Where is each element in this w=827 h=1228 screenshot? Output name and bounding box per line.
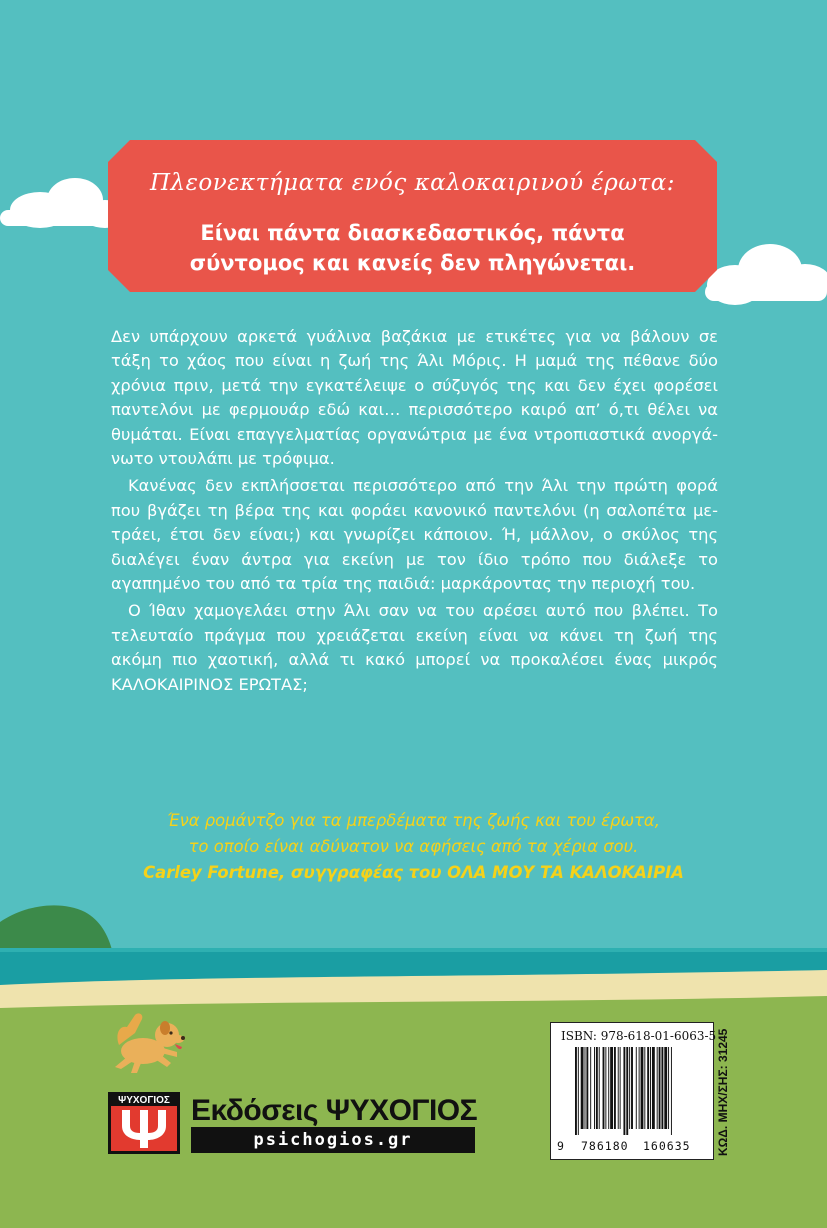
barcode-bar xyxy=(626,1047,628,1135)
barcode-bar xyxy=(585,1047,586,1129)
banner-subheading xyxy=(108,218,717,278)
barcode-label xyxy=(550,1022,717,1160)
publisher-block xyxy=(108,1092,478,1154)
barcode-bar xyxy=(636,1047,637,1129)
barcode-bar xyxy=(581,1047,584,1129)
barcode-bar xyxy=(620,1047,621,1129)
banner-heading: Πλεονεκτήματα ενός καλοκαιρινού έρωτα: xyxy=(149,170,676,196)
publisher-logo-icon xyxy=(108,1092,180,1154)
barcode-bar xyxy=(639,1047,640,1129)
review-quote xyxy=(100,808,727,886)
publisher-url: psichogios.gr xyxy=(191,1127,475,1153)
barcode-bar xyxy=(657,1047,658,1129)
barcode-bar xyxy=(610,1047,613,1129)
barcode-bars xyxy=(573,1047,703,1135)
banner-subheading-line1: Είναι πάντα διασκεδαστικός, πάντα xyxy=(200,221,625,245)
barcode-bar xyxy=(596,1047,598,1129)
barcode-bar xyxy=(631,1047,633,1129)
blurb-paragraph-2: Κανένας δεν εκπλήσσεται περισσότερο από την Άλι την πρώτη φορά που βγάζει τη βέρα της και φοράει κανονικό παντελόνι (η σαλοπέτα μετράει, έτσι δεν είναι;) και γνωρίζει κάποιον. Ή, μάλλον, ο σκύλος της διαλέγει έναν άντρα για εκείνη με τον ίδιο τρόπο που διάλεξε το αγαπημένο του από τα τρία της παιδιά: μαρκάροντας την περιοχή του. xyxy=(111,476,718,594)
barcode-bar xyxy=(623,1047,625,1135)
barcode-bar xyxy=(599,1047,600,1129)
barcode-bar xyxy=(586,1047,588,1129)
logo-text: ΨΥΧΟΓΙΟΣ xyxy=(118,1095,170,1106)
barcode-bar xyxy=(618,1047,619,1129)
blurb-paragraph-3: Ο Ίθαν χαμογελάει στην Άλι σαν να του αρέσει αυτό που βλέπει. Το τελευταίο πράγμα που χρειάζεται εκείνη είναι να κάνει τη ζωή της ακόμη πιο χαοτική, αλλά τι κακό μπορεί να προκαλέσει ένας μικρός ΚΑΛΟΚΑΙΡΙΝΟΣ ΕΡΩΤΑΣ; xyxy=(111,601,718,694)
barcode-digit-first: 9 xyxy=(557,1139,564,1153)
barcode-bar xyxy=(664,1047,667,1129)
barcode-bar xyxy=(652,1047,655,1129)
barcode-bar xyxy=(578,1047,579,1135)
barcode-bar xyxy=(644,1047,645,1129)
barcode-bar xyxy=(661,1047,663,1129)
barcode-bar xyxy=(590,1047,591,1129)
barcode-bar xyxy=(608,1047,609,1129)
tagline-banner xyxy=(108,140,717,292)
barcode-bar xyxy=(614,1047,616,1129)
book-blurb xyxy=(111,325,718,697)
barcode-bar xyxy=(594,1047,595,1129)
barcode-digits-left: 786180 xyxy=(581,1139,629,1153)
publisher-name: Εκδόσεις ΨΥΧΟΓΙΟΣ xyxy=(191,1094,478,1127)
barcode-bar xyxy=(575,1047,577,1135)
barcode-bar xyxy=(668,1047,669,1129)
barcode-bar xyxy=(603,1047,605,1129)
isbn-text: ISBN: 978-618-01-6063-5 xyxy=(561,1029,717,1043)
product-code: ΚΩΔ. ΜΗΧ/ΣΗΣ: 31245 xyxy=(716,1028,730,1156)
banner-subheading-line2: σύντομος και κανείς δεν πληγώνεται. xyxy=(189,251,636,275)
quote-attribution: Carley Fortune, συγγραφέας του ΟΛΑ ΜΟΥ ΤΑ ΚΑΛΟΚΑΙΡΙΑ xyxy=(143,863,684,882)
blurb-paragraph-1: Δεν υπάρχουν αρκετά γυάλινα βαζάκια με ετικέτες για να βάλουν σε τάξη το χάος που είναι η ζωή της Άλι Μόρις. Η μαμά της πέθανε δύο χρόνια πριν, μετά την εγκατέλειψε ο σύζυγός της και δεν έχει φορέσει παντελόνι με φερμουάρ εδώ και… περισσότερο καιρό απ’ ό,τι θέλει να θυμάται. Είναι επαγγελματίας οργανώτρια με ένα ντροπιαστικά ανοργάνωτο ντουλάπι με τρόφιμα. xyxy=(111,327,718,469)
barcode-bar xyxy=(647,1047,649,1129)
barcode-bar xyxy=(605,1047,606,1129)
quote-line-1: Ένα ρομάντζο για τα μπερδέματα της ζωής και του έρωτα, xyxy=(167,811,660,830)
barcode-bar xyxy=(629,1047,630,1129)
barcode-bar xyxy=(650,1047,651,1129)
barcode-bar xyxy=(641,1047,644,1129)
barcode-bar xyxy=(671,1047,672,1135)
barcode-bar xyxy=(659,1047,661,1129)
quote-line-2: το οποίο είναι αδύνατον να αφήσεις από τα χέρια σου. xyxy=(188,837,639,856)
barcode-digits-right: 160635 xyxy=(643,1139,691,1153)
